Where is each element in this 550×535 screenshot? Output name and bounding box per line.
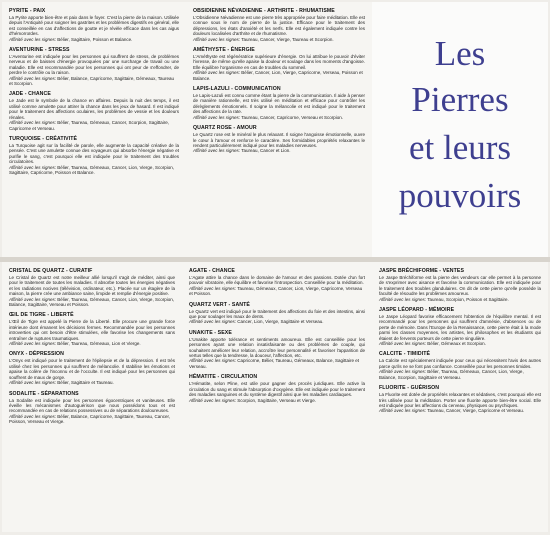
stone-affinity <box>379 408 541 413</box>
stone-heading: CRISTAL DE QUARTZ - CURATIF <box>9 268 93 274</box>
stone-heading: OBSIDIENNE NÉVADIENNE - ARTHRITE - RHUMATISME <box>193 8 335 14</box>
stone-entry-jaspe-leopard <box>379 307 541 346</box>
stone-entry-onyx <box>9 351 175 385</box>
affinity-signs: Bélier, Sagittaire et Taureau. <box>57 380 114 386</box>
stone-affinity <box>189 398 365 403</box>
affinity-signs: Scorpion, Sagittaire, Verseau et Vierge. <box>237 397 317 403</box>
stone-entry-calcite <box>379 351 541 380</box>
stone-entry-aventurine <box>9 47 179 86</box>
affinity-signs: Bélier, Balance, Capricorne, Sagittaire, Gémeaux, Taureau et Scorpion. <box>9 75 175 87</box>
stone-entry-fluorite <box>379 385 541 414</box>
stone-entry-jaspe-brechiforme <box>379 268 541 302</box>
cover-title <box>372 2 548 257</box>
stone-entry-oeil-de-tigre <box>9 312 175 346</box>
stone-entry-hematite <box>189 374 365 403</box>
stone-heading: JADE - CHANCE <box>9 91 51 98</box>
affinity-signs: Capricorne, Bélier, Taureau, Gémeaux, Balance, Sagittaire et Verseau. <box>189 358 360 369</box>
stone-column <box>182 262 372 403</box>
stone-description: Le Jade est le symbole de la chance en affaires. Depuis la nuit des temps, il est utilisé comme amulette pour attirer la chance dans les jeux de hasard. Il est indiqué pour le traitement des affections oculaires, les problèmes de vessie et les douleurs rénales. <box>9 98 179 120</box>
stone-affinity <box>9 37 179 42</box>
affinity-signs: Bélier, Sagittaire, Poisson et Balance. <box>57 36 133 42</box>
stone-heading: HÉMATITE - CIRCULATION <box>189 374 258 381</box>
affinity-prefix: Affinité avec les signes: <box>379 296 427 302</box>
title-line-3: et leurs <box>408 128 512 167</box>
affinity-signs: Bélier, Taureau, Gémeaux, Cancer, Lion, Vierge, Balance, Scorpion, Sagittaire et Verseau. <box>379 369 524 380</box>
affinity-prefix: Affinité avec les signes: <box>9 380 57 386</box>
stone-column <box>372 262 548 414</box>
stone-heading: ŒIL DE TIGRE - LIBERTÉ <box>9 312 74 319</box>
stone-affinity <box>193 148 365 153</box>
stone-heading: UNAKITE - SEXE <box>189 329 232 336</box>
affinity-prefix: Affinité avec les signes: <box>9 75 57 81</box>
affinity-prefix: Affinité avec les signes: <box>189 319 237 325</box>
affinity-prefix: Affinité avec les signes: <box>379 341 427 347</box>
stone-affinity <box>9 165 179 176</box>
stone-heading: AGATE - CHANCE <box>189 268 235 274</box>
stone-entry-quartz-vert <box>189 302 365 325</box>
affinity-signs: Bélier, Gémeaux et Scorpion. <box>427 341 486 347</box>
stone-heading: JASPE BRÉCHIFORME - VENTES <box>379 268 465 274</box>
affinity-prefix: Affinité avec les signes: <box>193 36 241 42</box>
stone-heading: QUARTZ ROSE - AMOUR <box>193 125 257 132</box>
affinity-signs: Bélier, Taureau, Gémeaux, Cancer, Lion, Vierge, Scorpion, Sagittaire, Capricorne, Poisson et Balance. <box>9 164 174 175</box>
affinity-signs: Taureau, Cancer, Capricorne, Verseau et Scorpion. <box>241 114 344 120</box>
stone-affinity <box>9 120 179 131</box>
stone-heading: JASPE LÉOPARD - MÉMOIRE <box>379 307 455 314</box>
stone-description: La Pyrite apporte bien-être et paix dans le foyer. C'est la pierre de la maison. Utilisée depuis l'Antiquité pour soigner les gastrites et les problèmes digestifs en général, elle est conseillée en cas d'affections de goutte et je révèle efficace dans les cas aigus d'hémorroïdes. <box>9 15 179 37</box>
stone-heading: SODALITE - SÉPARATIONS <box>9 390 79 397</box>
stone-heading: QUARTZ VERT - SANTÉ <box>189 301 250 308</box>
affinity-prefix: Affinité avec les signes: <box>9 341 57 347</box>
stone-entry-turquoise <box>9 136 179 175</box>
affinity-prefix: Affinité avec les signes: <box>9 164 57 170</box>
affinity-prefix: Affinité avec les signes: <box>189 358 237 364</box>
stone-entry-sodalite <box>9 391 175 425</box>
panel-bottom-right <box>372 262 548 532</box>
stone-description: La Turquoise agit sur la facilité de parole, elle augmente la capacité créative de la pensée. C'est une amulette connue des voyageurs qui absorbe l'énergie négative et purifie le sang, c'est pourquoi elle est indiquée pour le traitement des troubles circulatoires. <box>9 142 179 165</box>
affinity-prefix: Affinité avec les signes: <box>379 408 427 414</box>
stone-entry-unakite <box>189 330 365 369</box>
stone-heading: TURQUOISE - CRÉATIVITÉ <box>9 135 78 142</box>
affinity-prefix: Affinité avec les signes: <box>193 70 241 76</box>
affinity-signs: Taureau, Cancer, Vierge, Taureau et Scorpion. <box>241 36 334 42</box>
stone-entry-amethyste <box>193 47 365 81</box>
stone-affinity <box>9 341 175 346</box>
stone-affinity <box>189 286 365 297</box>
stone-description: L'Obsidienne Névadienne est une pierre très appropriée pour faire méditation. Elle est connue sous le nom de pierre de la justice. Efficace pour le traitement des dépressions, les états d'anxiété et les nerfs. Elle est également indiquée contre les douleurs localisées d'arthrite et de rhumatisme. <box>193 15 365 37</box>
stone-description: L'Œil de Tigre est appelé la Pierre de la Liberté. Elle procure une grande force intérieure dont émanent les décisions fermes. Recommandée pour les personnes introverties qui ont besoin d'être stimulées, elle favorise les changements sans entraîner de ruptures traumatiques. <box>9 319 175 341</box>
stone-heading: ONYX - DÉPRESSION <box>9 351 65 358</box>
affinity-signs: Bélier, Taureau, Gémeaux, Cancer, Lion, Vierge, Scorpion, Balance, Sagittaire, Verseau et Poisson. <box>9 296 174 308</box>
affinity-signs: Bélier, Cancer, Lion, Vierge, Capricorne, Verseau, Poisson et Balance. <box>193 70 363 81</box>
stone-affinity <box>379 341 541 346</box>
cover-panel <box>372 2 548 257</box>
affinity-signs: Taureau, Cancer, Vierge, Capricorne et Verseau. <box>427 408 525 414</box>
stone-heading: LAPIS-LAZULI - COMMUNICATION <box>193 86 281 93</box>
affinity-signs: Bélier, Taureau, Gémeaux, Lion et Vierge. <box>57 341 141 347</box>
stone-affinity <box>9 380 175 385</box>
affinity-signs: Cancer, Lion, Vierge, Sagittaire et Verseau. <box>237 319 324 325</box>
panel-bottom-left <box>2 262 183 532</box>
stone-column <box>186 2 372 154</box>
stone-description: La Sodalite est indiquée pour les personnes égocentriques et vaniteuses. Elle éveille les mécanismes d'autoguérison que nous possédons tous et est recommandée en cas de relations possessives ou de séparations douloureuses. <box>9 397 175 414</box>
stone-heading: AVENTURINE - STRESS <box>9 47 70 54</box>
stone-entry-lapis-lazuli <box>193 86 365 120</box>
stone-heading: AMÉTHYSTE - ÉNERGIE <box>193 47 255 54</box>
stone-affinity <box>9 76 179 87</box>
affinity-prefix: Affinité avec les signes: <box>9 296 57 302</box>
stone-affinity <box>189 319 365 324</box>
affinity-prefix: Affinité avec les signes: <box>9 413 57 419</box>
stone-affinity <box>9 297 175 308</box>
affinity-prefix: Affinité avec les signes: <box>9 120 57 126</box>
stone-entry-obsidienne <box>193 8 365 42</box>
title-line-1: Les <box>434 34 486 73</box>
title-line-4: pouvoirs <box>398 176 522 215</box>
stone-affinity <box>193 115 365 120</box>
affinity-prefix: Affinité avec les signes: <box>193 148 241 154</box>
stone-entry-agate <box>189 268 365 297</box>
stone-description: L'Aventurine est indiquée pour les personnes qui souffrent de stress, de problèmes nerveux et de baisses d'énergie provoquées par une surcharge de travail ou une maladie. Elle est recommandée pour les personnes qui ont peur de s'effondrer, de perdre le contrôle ou la raison. <box>9 54 179 76</box>
stone-heading: FLUORITE - GUÉRISON <box>379 385 440 392</box>
affinity-signs: Bélier, Taureau, Gémeaux, Cancer, Scorpion, Sagittaire, Capricorne et Verseau. <box>9 120 170 131</box>
affinity-signs: Taureau, Cancer et Lion. <box>241 148 291 154</box>
stone-entry-quartz-rose <box>193 125 365 154</box>
stone-description: La Fluorite est dotée de propriétés relaxantes et sédatives, c'est pourquoi elle est très utilisée pour la méditation. Porter une fluorite apporte bien-être social. Elle est indiquée pour les affections du cerveau, physiques ou psychiques. <box>379 392 541 408</box>
stone-description: L'Améthyste est régénératrice supérieure d'énergie. On lui attribue le pouvoir d'éviter l'ivresse, de même qu'elle apaise la douleur et soulage dans les moments d'angoisse. Elle équilibre l'organisme en cas de troubles du sommeil. <box>193 54 365 70</box>
stone-affinity <box>379 297 541 302</box>
affinity-prefix: Affinité avec les signes: <box>379 369 427 375</box>
stone-description: L'Hématite, selon Pline, est utile pour gagner des procès juridiques. Elle active la circulation du sang et stimule l'absorption d'oxygène. Elle est indiquée pour le traitement des maladies sanguines et du système digestif ainsi que les maladies cardiaques. <box>189 381 365 398</box>
stone-affinity <box>193 37 365 42</box>
stone-description: Le Quartz rose est le minéral le plus relaxant. Il soigne l'angoisse émotionnelle, ouvre le cœur à l'amour et renforce le caractère. Ses formidables propriétés relaxantes le rendent particulièrement indiqué pour les maladies nerveuses. <box>193 132 365 148</box>
stone-description: La Calcite est spécialement indiquée pour ceux qui nécessitent l'avis des autres parce qu'ils ne se font pas confiance. Conseillée pour les personnes timides. <box>379 358 541 369</box>
panel-top-left <box>2 2 187 257</box>
stone-description: Le Jaspe Bréchiforme est la pierre des vendeurs car elle permet à la personne de s'exprimer avec aisance et favorise la communication. Elle est indiquée pour le traitement des troubles glandulaires. On dit de cette pierre qu'elle possède la faculté de résoudre les problèmes amoureux. <box>379 275 541 297</box>
stone-affinity <box>193 70 365 81</box>
stone-affinity <box>9 414 175 425</box>
stone-affinity <box>189 358 365 369</box>
stone-entry-jade <box>9 91 179 130</box>
stone-entry-cristal-de-quartz <box>9 268 175 307</box>
stone-description: Le Cristal de Quartz est notre meilleur allié lorsqu'il s'agit de méditer, ainsi que pour le traitement de toutes les maladies. Il absorbe toutes les énergies négatives et les radiations nocives (télévision, ordinateur, etc.). Placée sur un étagère de la maison, la pierre crée une ambiance saine, limpide et remplie d'énergie positive. <box>9 275 175 297</box>
panel-bottom-middle <box>182 262 373 532</box>
affinity-prefix: Affinité avec les signes: <box>189 397 237 403</box>
affinity-signs: Bélier, Balance, Capricorne, Sagittaire, Taureau, Cancer, Poisson, Verseau et Vierge. <box>9 413 171 425</box>
affinity-signs: Taureau, Scorpion, Poisson et Sagittaire. <box>427 296 509 302</box>
stone-description: Le Lapis-Lazuli est connu comme étant la pierre de la communication. Il aide à penser de manière rationnelle, est très utilisé en méditation et efficace pour contrôler les dérèglements émotionnels. Il soigne la mélancolie et est indiqué pour le traitement des affections de la rate. <box>193 93 365 115</box>
stone-description: Le Quartz vert est indiqué pour le traitement des affections du foie et des intestins, ainsi que pour soulager les maux de dents. <box>189 308 365 320</box>
affinity-prefix: Affinité avec les signes: <box>189 285 237 291</box>
stone-entry-pyrite <box>9 8 179 42</box>
affinity-prefix: Affinité avec les signes: <box>193 114 241 120</box>
affinity-prefix: Affinité avec les signes: <box>9 36 57 42</box>
stone-column <box>2 262 182 425</box>
stone-affinity <box>379 369 541 380</box>
stone-description: L'Agate attire la chance dans le domaine de l'amour et des passions. Dotée d'un fort pouvoir vibratoire, elle équilibre et favorise l'introspection. Conseillée pour la méditation. <box>189 275 365 286</box>
panel-top-middle <box>186 2 373 257</box>
stone-description: L'Onyx est indiqué pour le traitement de l'épilepsie et de la dépression. Il est très utilisé chez les personnes qui souffrent de mélancolie. Il stabilise les émotions et apaise la colère de l'inconnu et de l'occulte. Il est indiqué pour les personnes qui souffrent de maux de gorge. <box>9 358 175 380</box>
affinity-signs: Taureau, Gémeaux, Cancer, Lion, Vierge, Capricorne, Verseau et Poisson. <box>189 285 363 297</box>
stone-description: Le Jaspe Léopard favorise efficacement l'obtention de l'équilibre mental. Il est recommandé pour les personnes qui souffrent d'amnésie, d'absences ou de perte de mémoire. Dans l'Europe de la Renaissance, cette pierre était à la mode parmi les classes moyennes, les artistes, les philosophes et les étudiants qui étaient de fervents porteurs de cette pierre singulière. <box>379 314 541 341</box>
stone-description: L'Unakite apporte tolérance et sentiments amoureux. Elle est conseillée pour les personnes ayant une relation insatisfaisante ou des problèmes de couple, qui souhaitent améliorer leur relation, accroître leur personnalité et favoriser l'apparition de vertus telles que la tendresse, la douceur, l'affection, etc. <box>189 336 365 359</box>
stone-heading: CALCITE - TIMIDITÉ <box>379 351 431 358</box>
stone-column <box>2 2 186 175</box>
title-line-2: Pierres <box>411 80 509 119</box>
stone-heading: PYRITE - PAIX <box>9 8 46 14</box>
